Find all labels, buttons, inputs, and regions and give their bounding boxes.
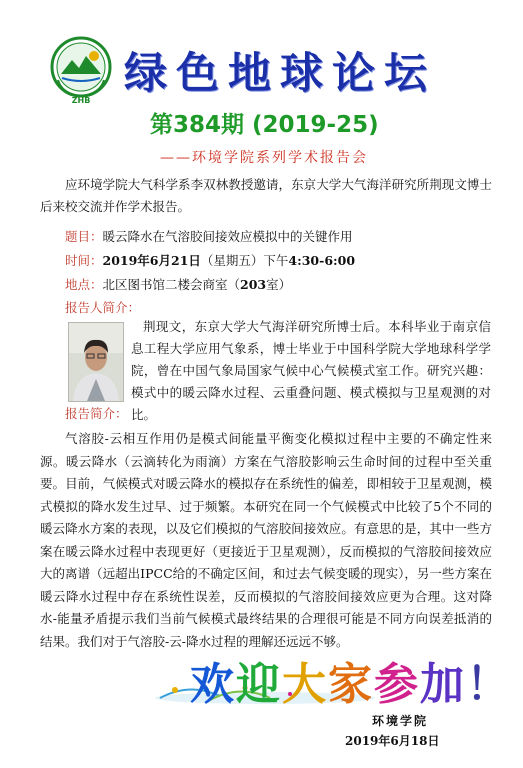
time-date: 2019年6月21日 [102, 253, 201, 268]
welcome-char: 迎 [236, 659, 282, 710]
speaker-section-label: 报告人简介： [65, 300, 141, 315]
topic-line [65, 228, 353, 246]
time-label: 时间： [65, 253, 103, 268]
place-end: 室） [266, 277, 292, 292]
intro-paragraph: 应环境学院大气科学系李双林教授邀请，东京大学大气海洋研究所荆现文博士后来校交流并作学术报告。 [40, 177, 492, 214]
signature-organization: 环境学院 [372, 714, 429, 728]
welcome-char: 家 [328, 659, 374, 710]
page-title: 绿色地球论坛 [124, 49, 436, 99]
welcome-char: 参 [374, 659, 420, 710]
time-hours: 4:30-6:00 [288, 253, 356, 268]
place-room: 203 [240, 277, 267, 292]
place-label: 地点： [65, 277, 103, 292]
speaker-portrait-image [69, 323, 123, 401]
welcome-char: 加 [420, 659, 466, 710]
welcome-char: ！ [466, 659, 512, 710]
signature-date: 2019年6月18日 [345, 734, 440, 748]
zhb-logo [50, 36, 112, 104]
series-subtitle: ——环境学院系列学术报告会 [160, 150, 368, 166]
place-line [65, 276, 291, 294]
logo-text: ZHB [71, 96, 91, 104]
welcome-banner [190, 648, 512, 712]
speaker-photo [68, 322, 124, 402]
abstract-section-label: 报告简介： [65, 406, 128, 421]
time-line [65, 252, 355, 270]
topic-label: 题目： [65, 229, 103, 244]
topic-value: 暖云降水在气溶胶间接效应模拟中的关键作用 [102, 229, 353, 244]
welcome-char: 欢 [190, 659, 236, 710]
time-weekday: （星期五）下午 [200, 253, 289, 268]
place-value: 北区图书馆二楼会商室（ [102, 277, 241, 292]
speaker-bio: 荆现文，东京大学大气海洋研究所博士后。本科毕业于南京信息工程大学应用气象系，博士毕业于中国科学院大学地球科学学院，曾在中国气象局国家气候中心气候模式室工作。研究兴趣：模式中的暖云降水过程、云重叠问题、模式模拟与卫星观测的对比。 [131, 319, 491, 422]
issue-number: 第384期 (2019-25) [150, 112, 379, 138]
abstract-paragraph: 气溶胶-云相互作用仍是模式间能量平衡变化模拟过程中主要的不确定性来源。暖云降水（云滴转化为雨滴）方案在气溶胶影响云生命时间的过程中至关重要。目前，气候模式对暖云降水的模拟存在系统性的偏差，即相较于卫星观测，模式模拟的降水发生过早、过于频繁。本研究在同一个气候模式中比较了5个不同的暖云降水方案的表现，以及它们模拟的气溶胶间接效应。有意思的是，其中一些方案在暖云降水过程中表现更好（更接近于卫星观测），反而模拟的气溶胶间接效应大的离谱（远超出IPCC给的不确定区间，和过去气候变暖的现实），另一些方案在暖云降水过程中存在系统性误差，反而模拟的气溶胶间接效应更为合理。这对降水-能量矛盾提示我们当前气候模式最终结果的合理很可能是不同方向误差抵消的结果。我们对于气溶胶-云-降水过程的理解还远远不够。 [40, 431, 492, 649]
welcome-char: 大 [282, 659, 328, 710]
